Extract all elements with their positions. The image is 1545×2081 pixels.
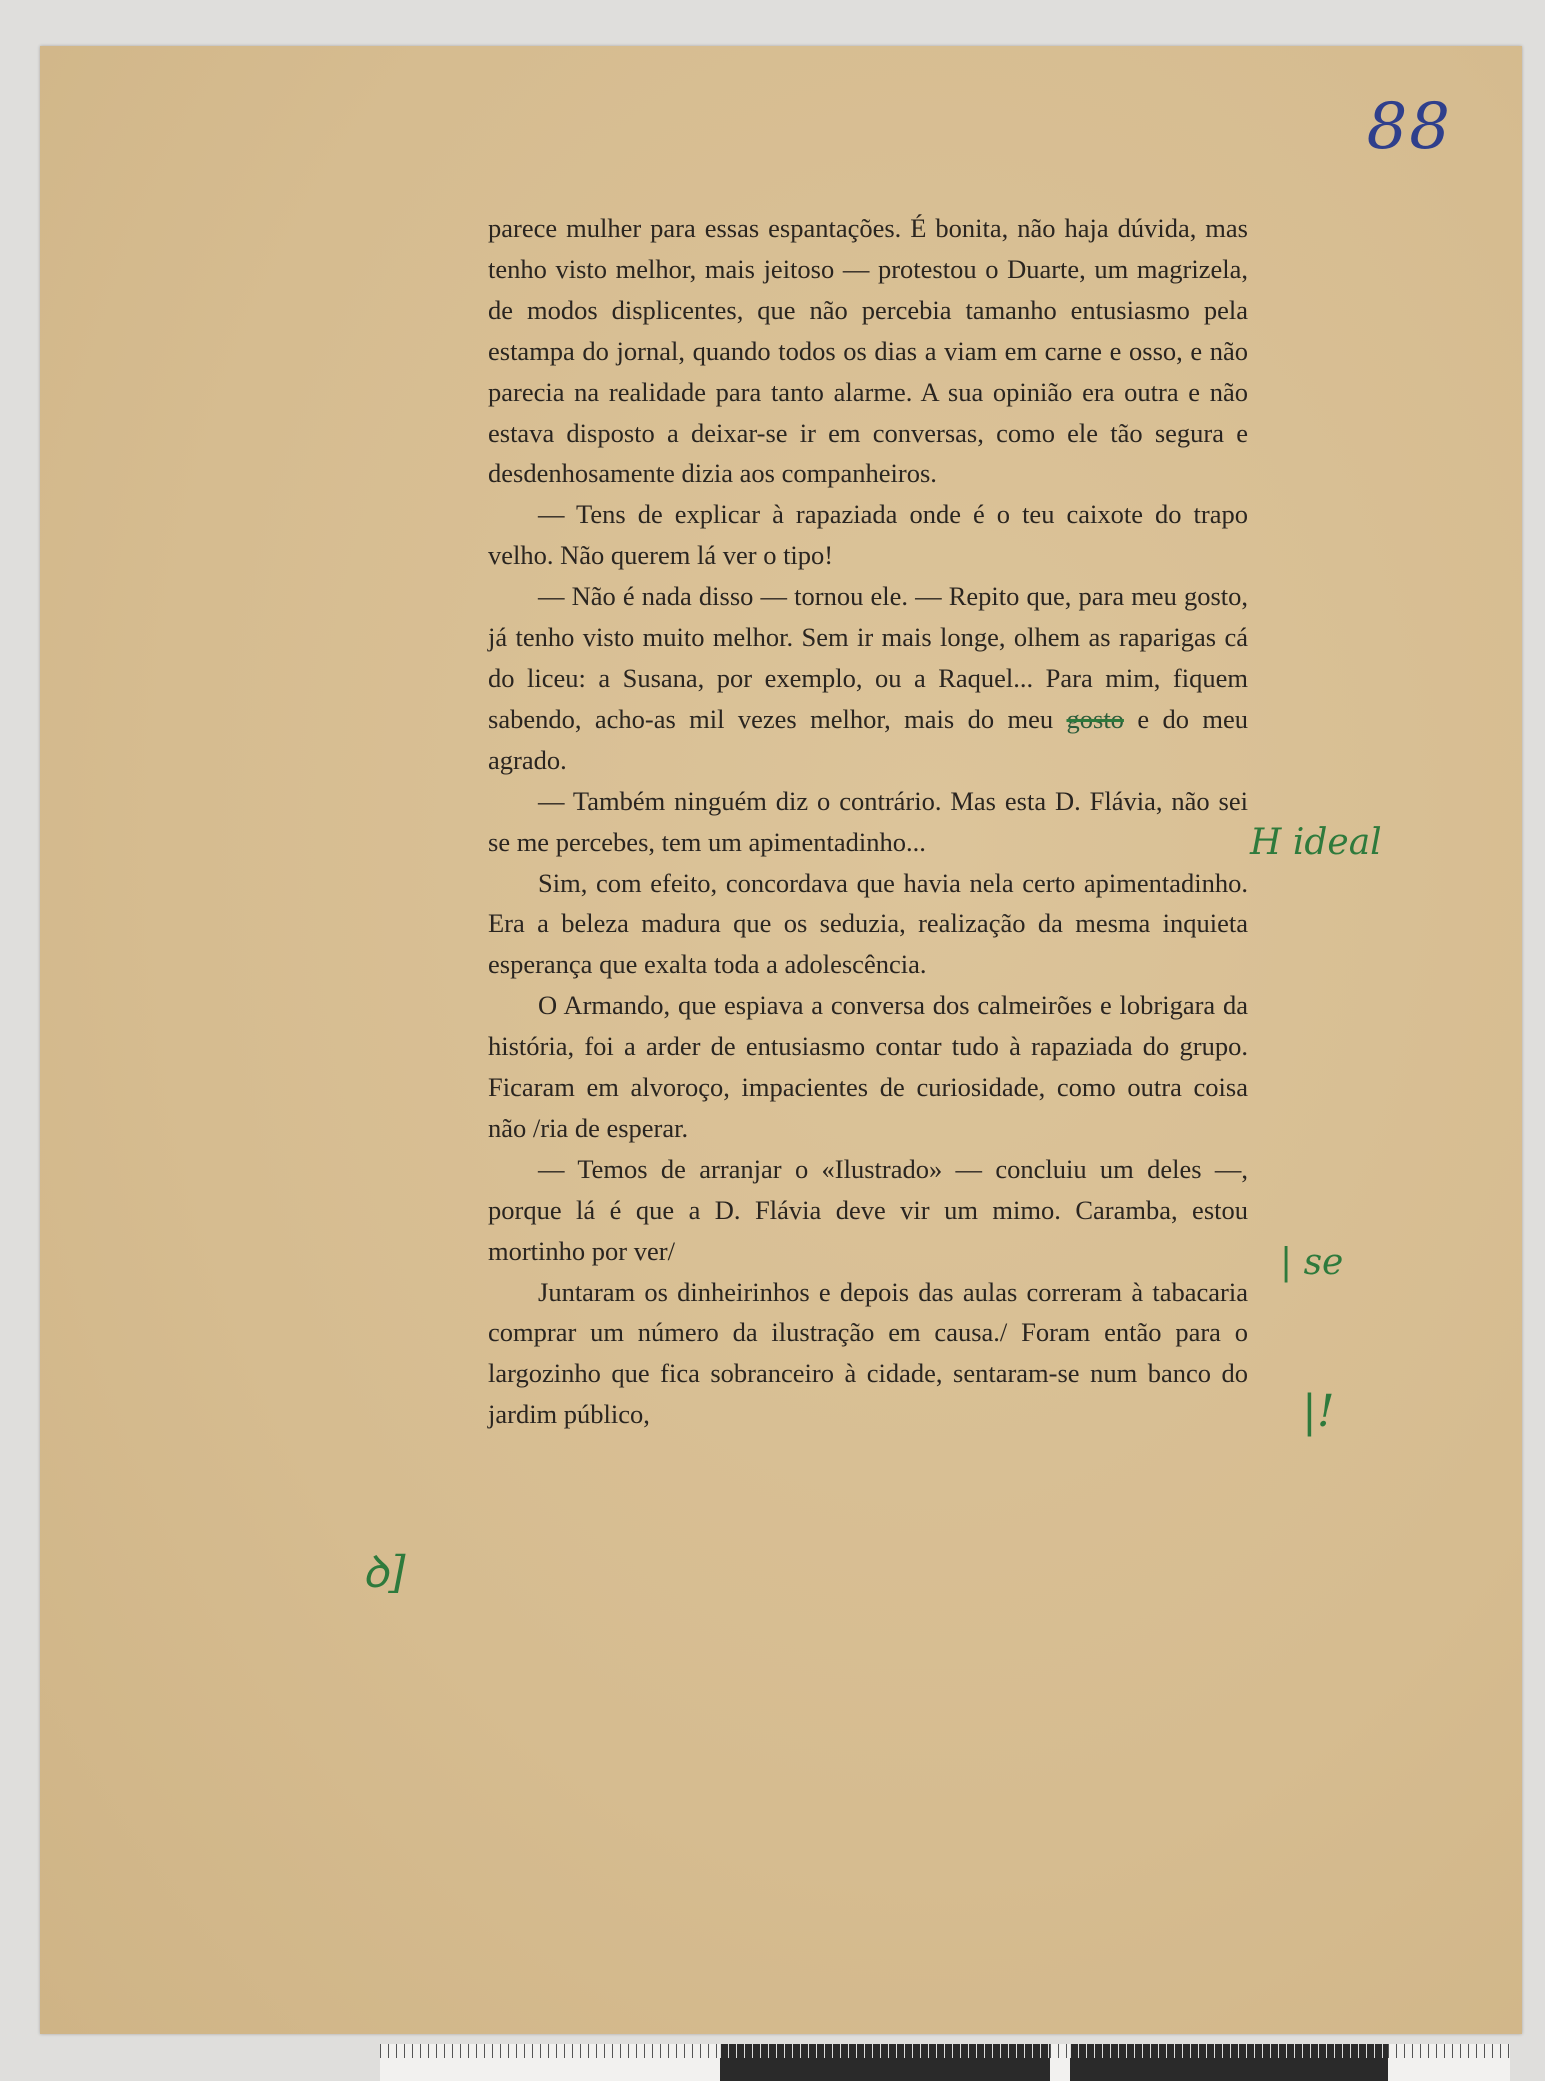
- paragraph: — Tens de explicar à rapaziada onde é o teu caixote do trapo velho. Não querem lá ver o tipo!: [488, 499, 1248, 571]
- paragraph: Juntaram os dinheirinhos e depois das aulas correram à tabacaria comprar um número da ilustração em causa./ Foram então para o largozinho que fica sobranceiro à cidade, sentaram-se num banco do jardim público,: [488, 1276, 1248, 1430]
- page-number: 88: [1366, 90, 1452, 164]
- paragraph: Sim, com efeito, concordava que havia nela certo apimentadinho. Era a beleza madura que os seduzia, realização da mesma inquieta esperança que exalta toda a adolescência.: [488, 867, 1248, 980]
- ruler-segment-light: [1050, 2044, 1070, 2081]
- ruler-segment-dark: [1070, 2044, 1388, 2081]
- ruler-segment-dark: [720, 2044, 1050, 2081]
- margin-note-ideal: H ideal: [1250, 822, 1382, 863]
- paragraph: parece mulher para essas espantações. É bonita, não haja dúvida, mas tenho visto melhor, mais jeitoso — protestou o Duarte, um magrizela, de modos displicentes, que não percebia tamanho entusiasmo pela estampa do jornal, quando todos os dias a viam em carne e osso, e não parecia na realidade para tanto alarme. A sua opinião era outra e não estava disposto a deixar-se ir em conversas, como ele tão segura e desdenhosamente dizia aos companheiros.: [488, 213, 1248, 489]
- paragraph: — Temos de arranjar o «Ilustrado» — concluiu um deles —, porque lá é que a D. Flávia deve vir um mimo. Caramba, estou mortinho por ver/: [488, 1153, 1248, 1266]
- paragraph: — Também ninguém diz o contrário. Mas esta D. Flávia, não sei se me percebes, tem um apimentadinho...: [488, 785, 1248, 857]
- margin-note-se: | se: [1280, 1242, 1344, 1283]
- paragraph-mark: ꝺ]: [362, 1547, 406, 1598]
- text-segment: e do meu agrado.: [488, 703, 1248, 775]
- struck-word: gosto: [1066, 703, 1124, 734]
- body-text: [488, 208, 1248, 1435]
- margin-note-exclaim: |!: [1302, 1386, 1335, 1437]
- scale-ruler: [380, 2044, 1510, 2081]
- text-segment: — Não é nada disso — tornou ele. — Repito que, para meu gosto, já tenho visto muito melhor. Sem ir mais longe, olhem as raparigas cá do liceu: a Susana, por exemplo, ou a Raquel... Para mim, fiquem sabendo, acho-as mil vezes melhor, mais do meu: [488, 581, 1248, 734]
- manuscript-page: [40, 46, 1522, 2034]
- ruler-segment-light: [1388, 2044, 1510, 2081]
- paragraph: [488, 576, 1248, 781]
- ruler-segment-light: [380, 2044, 720, 2081]
- paragraph: O Armando, que espiava a conversa dos calmeirões e lobrigara da história, foi a arder de entusiasmo contar tudo à rapaziada do grupo. Ficaram em alvoroço, impacientes de curiosidade, como outra coisa não /ria de esperar.: [488, 990, 1248, 1143]
